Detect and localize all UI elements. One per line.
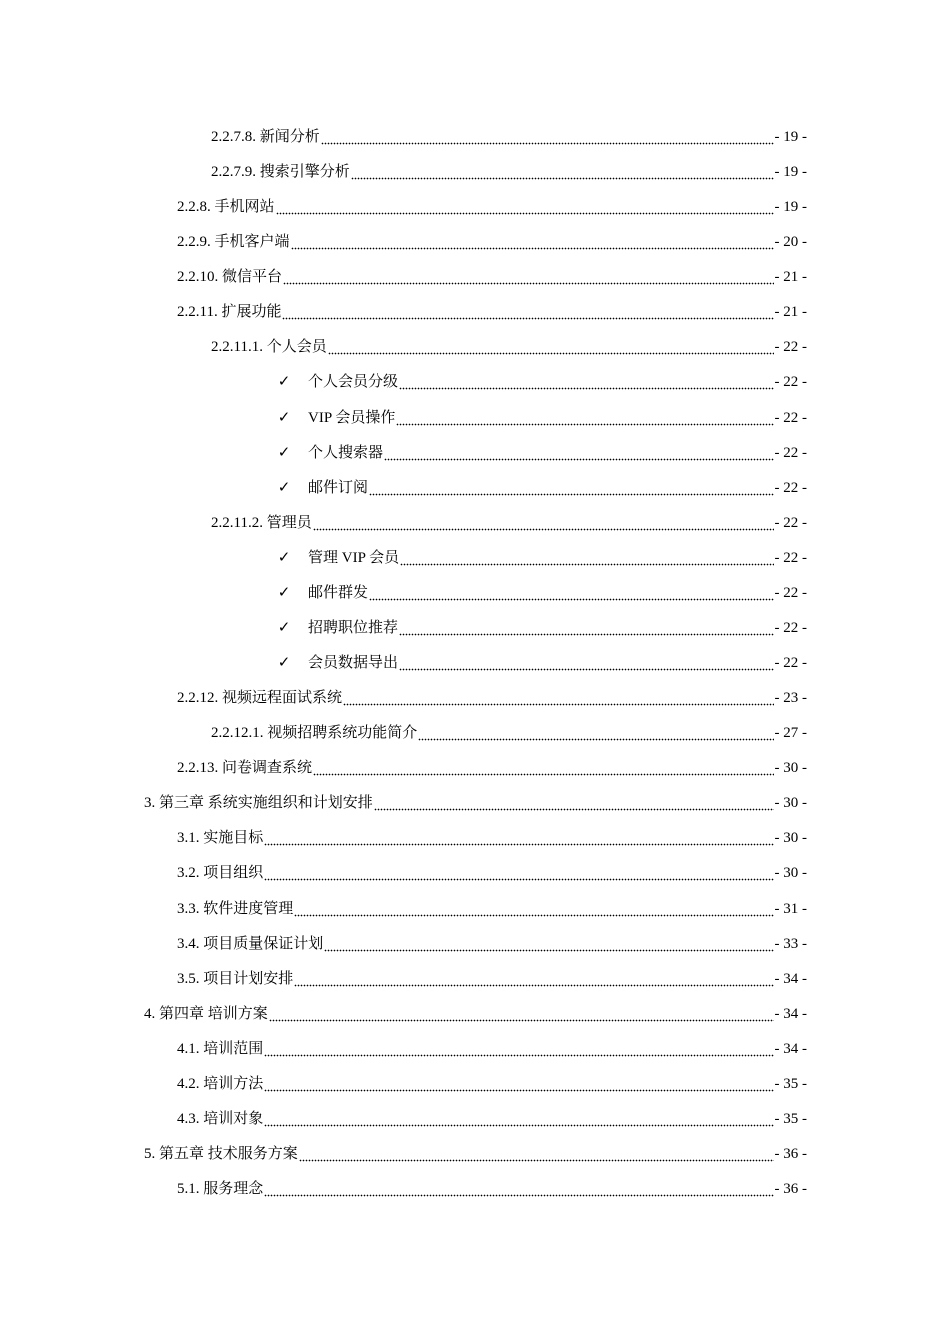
toc-entry-page-number: - 30 - [774,830,807,847]
toc-entry-label: 5. 第五章 技术服务方案 [144,1146,298,1163]
toc-entry-label: 4.2. 培训方法 [177,1075,264,1092]
dot-leader [351,155,774,190]
toc-entry-label: 管理 VIP 会员 [308,549,400,566]
toc-entry-page-number: - 33 - [774,935,807,952]
toc-entry[interactable] [308,365,807,400]
toc-entry[interactable] [308,471,807,506]
dot-leader [264,1067,773,1102]
toc-entry-page-number: - 22 - [774,409,807,426]
toc-entry-label: 4.1. 培训范围 [177,1040,264,1057]
toc-entry-page-number: - 19 - [774,164,807,181]
toc-entry-label: 3.2. 项目组织 [177,865,264,882]
dot-leader [294,892,773,927]
toc-entry[interactable] [308,541,807,576]
toc-entry-label: 3.1. 实施目标 [177,830,264,847]
toc-entry[interactable] [308,401,807,436]
dot-leader [321,120,774,155]
dot-leader [264,1102,773,1137]
toc-entry-label: 会员数据导出 [308,655,399,672]
toc-entry[interactable] [177,1102,807,1137]
dot-leader [283,260,773,295]
toc-entry[interactable] [177,1032,807,1067]
dot-leader [269,997,774,1032]
toc-entry-page-number: - 30 - [774,760,807,777]
toc-entry-page-number: - 22 - [774,479,807,496]
toc-entry[interactable] [211,716,807,751]
toc-entry-label: 个人搜索器 [308,444,384,461]
toc-entry[interactable] [177,681,807,716]
toc-entry-page-number: - 22 - [774,514,807,531]
toc-entry-label: 2.2.11.2. 管理员 [211,514,312,531]
toc-entry[interactable] [308,576,807,611]
toc-entry[interactable] [177,821,807,856]
toc-entry[interactable] [177,1067,807,1102]
toc-entry-page-number: - 22 - [774,584,807,601]
toc-entry-page-number: - 34 - [774,1040,807,1057]
toc-entry[interactable] [177,751,807,786]
toc-entry-label: 个人会员分级 [308,374,399,391]
dot-leader [396,401,773,436]
toc-entry[interactable] [308,436,807,471]
dot-leader [299,1137,774,1172]
checkmark-bullet-icon: ✓ [277,549,291,566]
toc-entry-label: 2.2.11. 扩展功能 [177,304,282,321]
toc-entry[interactable] [177,1172,807,1207]
toc-entry-page-number: - 35 - [774,1075,807,1092]
toc-entry[interactable] [177,295,807,330]
toc-entry-page-number: - 21 - [774,269,807,286]
dot-leader [399,646,773,681]
toc-entry-page-number: - 31 - [774,900,807,917]
toc-entry[interactable] [308,611,807,646]
dot-leader [384,436,773,471]
toc-entry-page-number: - 22 - [774,444,807,461]
dot-leader [418,716,773,751]
dot-leader [399,365,773,400]
toc-entry[interactable] [308,646,807,681]
toc-entry-page-number: - 30 - [774,865,807,882]
checkmark-bullet-icon: ✓ [277,655,291,672]
toc-entry-label: 2.2.9. 手机客户端 [177,234,290,251]
dot-leader [276,190,774,225]
toc-entry-label: 2.2.7.9. 搜索引擎分析 [211,164,350,181]
dot-leader [264,856,773,891]
toc-entry[interactable] [177,892,807,927]
dot-leader [343,681,773,716]
toc-entry-page-number: - 22 - [774,549,807,566]
toc-entry[interactable] [211,155,807,190]
dot-leader [400,541,773,576]
dot-leader [369,471,773,506]
toc-entry-label: 4. 第四章 培训方案 [144,1005,268,1022]
toc-entry[interactable] [144,997,807,1032]
toc-entry-page-number: - 21 - [774,304,807,321]
toc-entry-page-number: - 22 - [774,655,807,672]
toc-entry-page-number: - 36 - [774,1146,807,1163]
toc-entry-page-number: - 22 - [774,339,807,356]
dot-leader [291,225,774,260]
toc-entry[interactable] [144,786,807,821]
toc-entry[interactable] [211,120,807,155]
toc-entry-label: 邮件群发 [308,584,369,601]
dot-leader [282,295,773,330]
toc-entry-page-number: - 35 - [774,1110,807,1127]
toc-entry-page-number: - 23 - [774,690,807,707]
toc-entry-label: 邮件订阅 [308,479,369,496]
toc-entry-label: 2.2.7.8. 新闻分析 [211,129,320,145]
toc-entry-label: 2.2.8. 手机网站 [177,199,275,216]
toc-entry[interactable] [211,506,807,541]
toc-entry-label: 2.2.12.1. 视频招聘系统功能简介 [211,725,418,742]
toc-entry-label: 2.2.12. 视频远程面试系统 [177,690,343,707]
checkmark-bullet-icon: ✓ [277,444,291,461]
toc-entry-page-number: - 36 - [774,1181,807,1198]
toc-entry[interactable] [177,190,807,225]
toc-entry[interactable] [177,260,807,295]
toc-entry-page-number: - 30 - [774,795,807,812]
dot-leader [399,611,773,646]
toc-entry-page-number: - 34 - [774,970,807,987]
toc-entry-page-number: - 20 - [774,234,807,251]
toc-entry-label: 2.2.13. 问卷调查系统 [177,760,313,777]
toc-entry[interactable] [177,856,807,891]
toc-entry-label: 4.3. 培训对象 [177,1110,264,1127]
toc-entry-label: 5.1. 服务理念 [177,1181,264,1198]
toc-entry-page-number: - 22 - [774,619,807,636]
toc-entry-page-number: - 19 - [774,129,807,145]
checkmark-bullet-icon: ✓ [277,479,291,496]
dot-leader [374,786,774,821]
toc-entry-label: 3. 第三章 系统实施组织和计划安排 [144,795,373,812]
dot-leader [324,927,773,962]
dot-leader [264,1172,773,1207]
toc-entry[interactable] [177,927,807,962]
dot-leader [264,1032,773,1067]
checkmark-bullet-icon: ✓ [277,409,291,426]
checkmark-bullet-icon: ✓ [277,374,291,391]
toc-entry-label: 3.4. 项目质量保证计划 [177,935,324,952]
dot-leader [313,506,774,541]
toc-entry[interactable] [144,1137,807,1172]
toc-entry-page-number: - 22 - [774,374,807,391]
dot-leader [328,330,774,365]
toc-entry-page-number: - 34 - [774,1005,807,1022]
dot-leader [264,821,773,856]
toc-entry[interactable] [177,225,807,260]
dot-leader [313,751,773,786]
toc-entry-label: 3.5. 项目计划安排 [177,970,294,987]
toc-entry-label: VIP 会员操作 [308,409,396,426]
toc-entry-page-number: - 27 - [774,725,807,742]
toc-entry-label: 2.2.10. 微信平台 [177,269,283,286]
toc-entry-page-number: - 19 - [774,199,807,216]
checkmark-bullet-icon: ✓ [277,619,291,636]
dot-leader [369,576,773,611]
toc-entry-label: 3.3. 软件进度管理 [177,900,294,917]
toc-entry-label: 2.2.11.1. 个人会员 [211,339,327,356]
toc-entry[interactable] [211,330,807,365]
toc-entry[interactable] [177,962,807,997]
toc-entry-label: 招聘职位推荐 [308,619,399,636]
checkmark-bullet-icon: ✓ [277,584,291,601]
dot-leader [294,962,773,997]
